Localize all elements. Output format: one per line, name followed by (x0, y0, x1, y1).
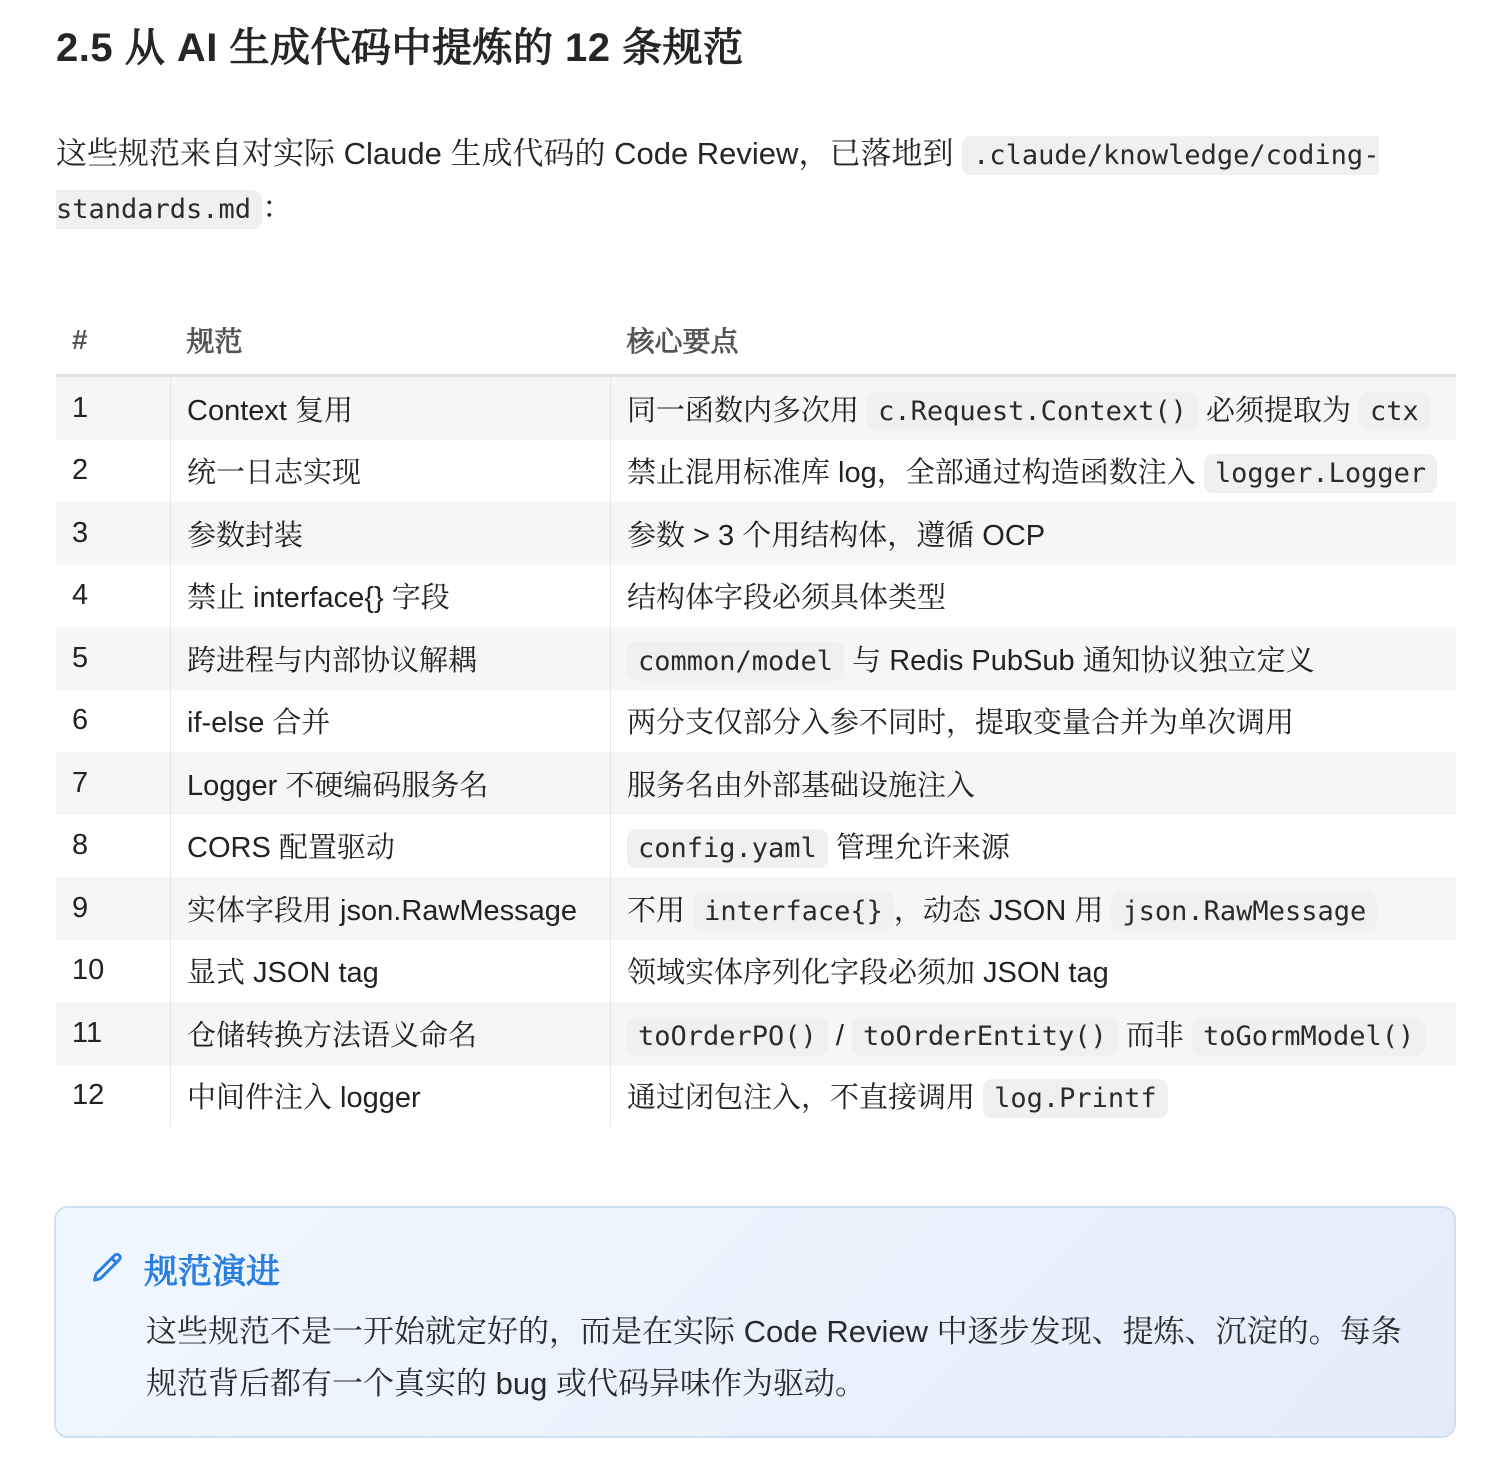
evolution-callout (54, 1206, 1456, 1438)
section-heading: 2.5 从 AI 生成代码中提炼的 12 条规范 (56, 26, 744, 70)
row-number: 2 (72, 454, 89, 487)
rule-key-point (611, 627, 1457, 690)
inline-code: config.yaml (627, 829, 828, 868)
inline-code: toGormModel() (1192, 1017, 1425, 1056)
rule-key-point (611, 690, 1457, 753)
point-text: 通过闭包注入，不直接调用 (627, 1082, 984, 1115)
rule-key-point (611, 877, 1457, 940)
table-row (56, 502, 1456, 565)
row-number: 6 (72, 704, 89, 737)
intro-text: 这些规范来自对实际 Claude 生成代码的 Code Review，已落地到 (56, 136, 963, 171)
row-number: 5 (56, 627, 171, 690)
inline-code: ctx (1359, 392, 1430, 431)
column-header-number: # (56, 306, 171, 376)
standards-table (56, 306, 1456, 1127)
table-row (56, 565, 1456, 628)
rule-name: 跨进程与内部协议解耦 (171, 627, 611, 690)
rule-key-point (611, 502, 1457, 565)
point-text: ，动态 JSON 用 (893, 894, 1112, 927)
point-text: 同一函数内多次用 (627, 394, 868, 427)
rule-key-point (611, 815, 1457, 878)
column-header-key-point: 核心要点 (611, 306, 1457, 376)
point-text: 而非 (1117, 1019, 1192, 1052)
inline-code: log.Printf (983, 1079, 1168, 1118)
rule-key-point (611, 440, 1457, 503)
row-number: 4 (72, 579, 89, 612)
callout-title: 规范演进 (144, 1252, 280, 1291)
inline-code: common/model (627, 642, 844, 681)
rule-key-point (611, 376, 1457, 440)
point-text: 必须提取为 (1197, 394, 1360, 427)
rule-key-point (611, 940, 1457, 1003)
rule-key-point (611, 752, 1457, 815)
table-header-row (56, 306, 1456, 376)
table-row (56, 1002, 1456, 1065)
table-row (56, 440, 1456, 503)
row-number: 9 (56, 877, 171, 940)
point-text: 服务名由外部基础设施注入 (627, 769, 976, 802)
rule-name: 参数封装 (171, 502, 611, 565)
rule-name: CORS 配置驱动 (171, 815, 611, 878)
row-number: 8 (72, 829, 89, 862)
point-text: 领域实体序列化字段必须加 JSON tag (627, 957, 1109, 990)
table-row (56, 690, 1456, 753)
rule-name: 实体字段用 json.RawMessage (171, 877, 611, 940)
table-row (56, 815, 1456, 878)
intro-paragraph (56, 128, 1458, 236)
intro-colon: ： (262, 190, 294, 225)
rule-name: Context 复用 (171, 376, 611, 440)
point-text: 管理允许来源 (827, 832, 1010, 865)
rule-name: 中间件注入 logger (171, 1065, 611, 1128)
point-text: / (827, 1019, 852, 1052)
inline-code: json.RawMessage (1111, 892, 1377, 931)
inline-code: logger.Logger (1204, 454, 1437, 493)
row-number: 10 (72, 954, 105, 987)
point-text: 与 Redis PubSub 通知协议独立定义 (844, 644, 1315, 677)
table-row (56, 1065, 1456, 1128)
rule-key-point (611, 1002, 1457, 1065)
rule-name: 显式 JSON tag (171, 940, 611, 1003)
inline-code: interface{} (693, 892, 894, 931)
pencil-icon (90, 1250, 126, 1286)
row-number: 12 (72, 1079, 105, 1112)
table-row (56, 752, 1456, 815)
row-number: 3 (56, 502, 171, 565)
table-row (56, 376, 1456, 440)
inline-code: toOrderPO() (627, 1017, 828, 1056)
rule-name: 仓储转换方法语义命名 (171, 1002, 611, 1065)
rule-name: 统一日志实现 (171, 440, 611, 503)
row-number: 11 (56, 1002, 171, 1065)
rule-name: 禁止 interface{} 字段 (171, 565, 611, 628)
standards-file-path: .claude/knowledge/coding-standards.md (56, 136, 1379, 229)
point-text: 结构体字段必须具体类型 (627, 582, 947, 615)
point-text: 两分支仅部分入参不同时，提取变量合并为单次调用 (627, 707, 1295, 740)
rule-key-point (611, 1065, 1457, 1128)
rule-name: if-else 合并 (171, 690, 611, 753)
rule-key-point (611, 565, 1457, 628)
row-number: 7 (56, 752, 171, 815)
column-header-rule: 规范 (171, 306, 611, 376)
table-body (56, 376, 1456, 1128)
point-text: 不用 (627, 894, 694, 927)
table-row (56, 627, 1456, 690)
inline-code: c.Request.Context() (867, 392, 1198, 431)
callout-body: 这些规范不是一开始就定好的，而是在实际 Code Review 中逐步发现、提炼、沉淀的。每条规范背后都有一个真实的 bug 或代码异味作为驱动。 (146, 1314, 1402, 1401)
table-row (56, 877, 1456, 940)
callout-header (90, 1244, 280, 1292)
point-text: 参数 > 3 个用结构体，遵循 OCP (627, 519, 1046, 552)
document-page (56, 0, 1458, 1401)
row-number: 1 (56, 376, 171, 440)
table-row (56, 940, 1456, 1003)
rule-name: Logger 不硬编码服务名 (171, 752, 611, 815)
point-text: 禁止混用标准库 log，全部通过构造函数注入 (627, 457, 1204, 490)
inline-code: toOrderEntity() (852, 1017, 1118, 1056)
